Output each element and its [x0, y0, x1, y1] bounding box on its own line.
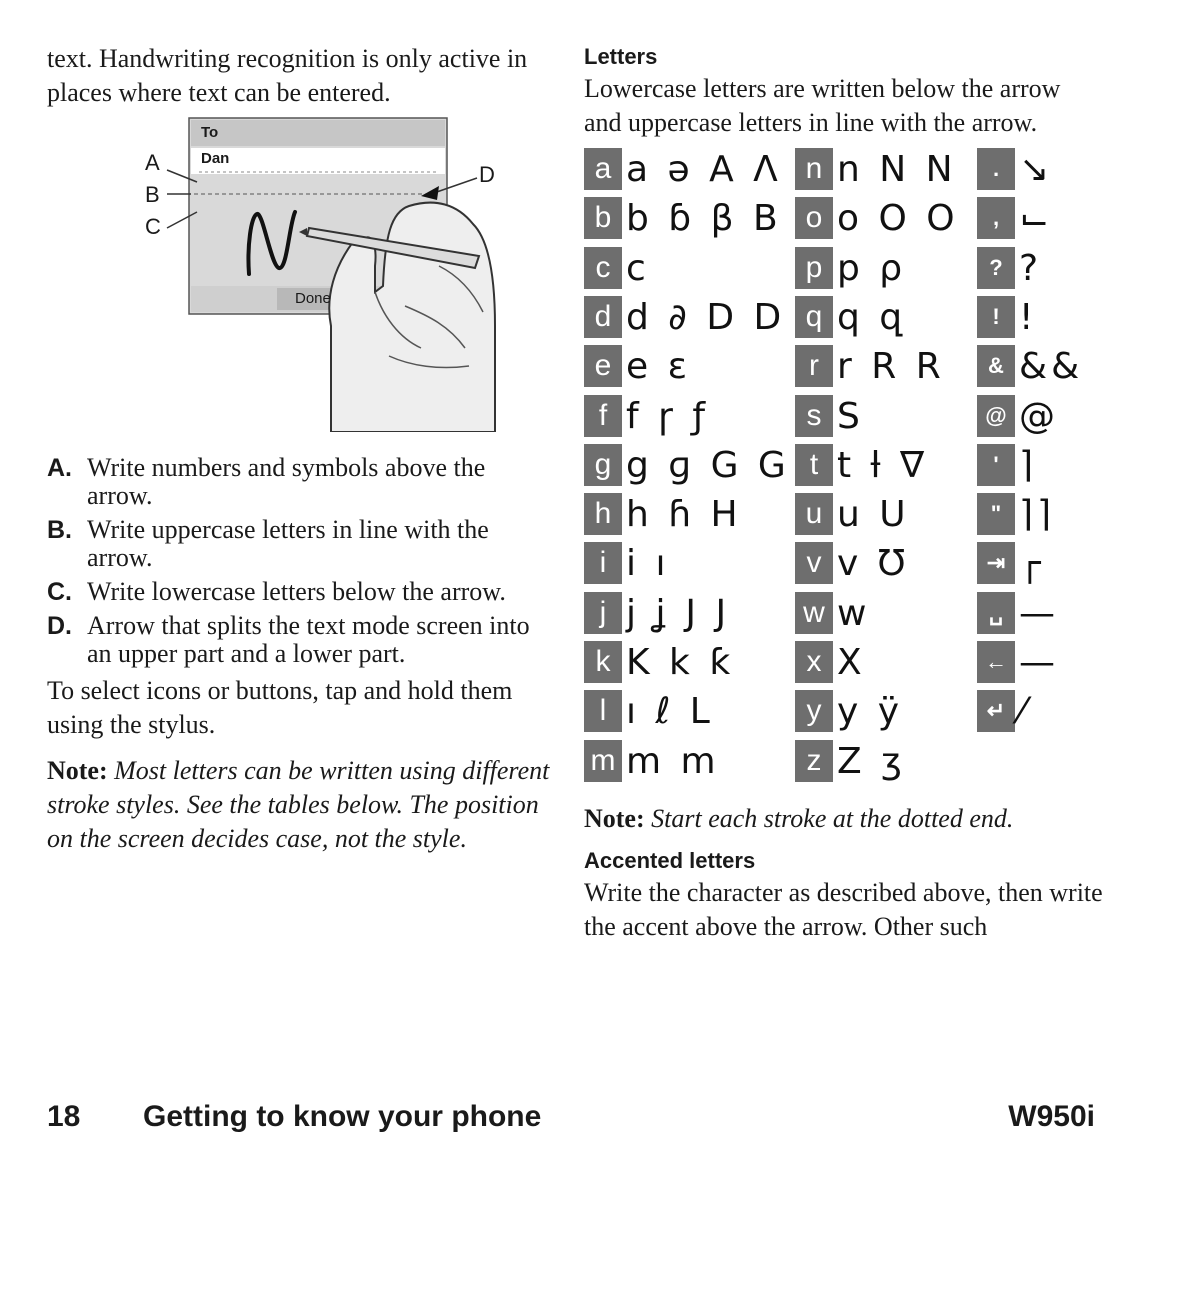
definition-key: C.	[47, 578, 72, 606]
handwriting-illustration	[139, 116, 499, 432]
stroke-styles: y ÿ	[837, 691, 904, 732]
stroke-styles: o O O	[837, 198, 959, 239]
definition-key: B.	[47, 516, 72, 544]
stroke-styles: i ı	[626, 543, 670, 584]
definition-list	[47, 454, 557, 668]
stroke-styles: b ɓ β B	[626, 198, 782, 239]
definition-text: Write lowercase letters below the arrow.	[87, 577, 506, 606]
letters-paragraph: Lowercase letters are written below the arrow and uppercase letters in line with the arrow.	[584, 74, 1061, 137]
character-key: b	[584, 197, 622, 239]
stroke-styles: t ƚ ∇	[837, 445, 929, 486]
definition-item	[47, 454, 557, 510]
stroke-styles: ⌉⌉	[1019, 494, 1056, 535]
figure-to-label: To	[201, 124, 219, 141]
figure-done-label: Done	[295, 290, 331, 307]
character-key: k	[584, 641, 622, 683]
character-key: t	[795, 444, 833, 486]
character-key: m	[584, 740, 622, 782]
character-key: !	[977, 296, 1015, 338]
stroke-styles: ⌉	[1019, 445, 1038, 486]
definition-item	[47, 578, 557, 606]
character-key: x	[795, 641, 833, 683]
stroke-note	[584, 802, 1104, 836]
note-label: Note:	[47, 756, 108, 785]
stroke-styles: f ɼ ƒ	[626, 396, 710, 437]
figure-label-b: B	[145, 182, 160, 207]
letters-heading: Letters	[584, 44, 658, 69]
character-key: c	[584, 247, 622, 289]
model-name: W950i	[1008, 1100, 1095, 1133]
character-key: @	[977, 395, 1015, 437]
stroke-styles: ı ℓ L	[626, 691, 714, 732]
character-key: &	[977, 345, 1015, 387]
stroke-styles: Z ʒ	[837, 741, 906, 782]
character-key: n	[795, 148, 833, 190]
definition-text: Write numbers and symbols above the arrow.	[87, 453, 486, 510]
stroke-styles: n N N	[837, 149, 957, 190]
stroke-styles: j ʝ J J	[626, 593, 731, 634]
character-key: g	[584, 444, 622, 486]
definition-key: D.	[47, 612, 72, 640]
character-key: p	[795, 247, 833, 289]
page-number: 18	[47, 1100, 81, 1133]
character-key: o	[795, 197, 833, 239]
left-column	[47, 42, 557, 856]
accented-heading: Accented letters	[584, 848, 756, 873]
section-title: Getting to know your phone	[143, 1100, 542, 1133]
stroke-styles: ⌙	[1019, 198, 1054, 239]
stroke-styles: r R R	[837, 346, 945, 387]
definition-text: Arrow that splits the text mode screen into an upper part and a lower part.	[87, 611, 530, 668]
accented-paragraph: Write the character as described above, then write the accent above the arrow. Other such	[584, 878, 1103, 941]
character-key: w	[795, 592, 833, 634]
stroke-styles: &&	[1019, 346, 1084, 387]
stroke-styles: @	[1019, 396, 1059, 437]
character-key: ?	[977, 247, 1015, 289]
character-key: ↵	[977, 690, 1015, 732]
stroke-styles: ↘	[1019, 149, 1054, 190]
handwriting-figure	[139, 116, 499, 432]
character-key: e	[584, 345, 622, 387]
stroke-styles: e ε	[626, 346, 692, 387]
stroke-styles: ⁄	[1019, 691, 1030, 732]
stroke-styles: ┌	[1019, 543, 1045, 584]
character-key: .	[977, 148, 1015, 190]
stroke-styles: c	[626, 248, 650, 289]
definition-item	[47, 612, 557, 668]
figure-label-d: D	[479, 162, 495, 187]
stroke-styles: —	[1019, 642, 1059, 683]
stroke-styles: w	[837, 593, 871, 634]
stroke-styles: —	[1019, 593, 1059, 634]
character-key: l	[584, 690, 622, 732]
character-key: y	[795, 690, 833, 732]
definition-item	[47, 516, 557, 572]
stroke-styles: v Ʊ	[837, 543, 910, 584]
stroke-styles: a ə A Λ	[626, 149, 782, 190]
character-key: '	[977, 444, 1015, 486]
stroke-styles: u U	[837, 494, 910, 535]
note-paragraph	[47, 754, 557, 856]
character-key: r	[795, 345, 833, 387]
stroke-styles: S	[837, 396, 864, 437]
stroke-note-text: Start each stroke at the dotted end.	[651, 804, 1014, 833]
character-key: ←	[977, 641, 1015, 683]
stroke-styles: g ɡ G G	[626, 445, 790, 486]
note-text: Most letters can be written using different stroke styles. See the tables below. The position on the screen decides case, not the style.	[47, 756, 550, 853]
character-key: s	[795, 395, 833, 437]
stroke-styles: d ∂ D D	[626, 297, 786, 338]
stroke-styles: X	[837, 642, 866, 683]
character-key: h	[584, 493, 622, 535]
figure-label-c: C	[145, 214, 161, 239]
stroke-styles: q զ	[837, 297, 907, 338]
character-key: ,	[977, 197, 1015, 239]
definition-key: A.	[47, 454, 72, 482]
character-key: u	[795, 493, 833, 535]
stroke-styles: ?	[1019, 248, 1043, 289]
character-key: ⇥	[977, 542, 1015, 584]
character-key: v	[795, 542, 833, 584]
page-footer	[47, 1096, 1095, 1140]
stroke-styles: !	[1019, 297, 1038, 338]
right-column	[584, 42, 1104, 944]
definition-text: Write uppercase letters in line with the arrow.	[87, 515, 489, 572]
stroke-styles: p ρ	[837, 248, 907, 289]
figure-dan-label: Dan	[201, 150, 230, 167]
stroke-styles: m m	[626, 741, 720, 782]
character-key: j	[584, 592, 622, 634]
stroke-styles: K k ƙ	[626, 642, 735, 683]
stroke-styles: h ɦ H	[626, 494, 742, 535]
character-key: q	[795, 296, 833, 338]
stroke-table	[584, 148, 1104, 788]
stroke-note-label: Note:	[584, 804, 645, 833]
character-key: ␣	[977, 592, 1015, 634]
character-key: d	[584, 296, 622, 338]
select-paragraph: To select icons or buttons, tap and hold them using the stylus.	[47, 676, 513, 739]
figure-label-a: A	[145, 150, 160, 175]
character-key: f	[584, 395, 622, 437]
character-key: z	[795, 740, 833, 782]
intro-paragraph: text. Handwriting recognition is only active in places where text can be entered.	[47, 44, 528, 107]
character-key: a	[584, 148, 622, 190]
character-key: "	[977, 493, 1015, 535]
character-key: i	[584, 542, 622, 584]
